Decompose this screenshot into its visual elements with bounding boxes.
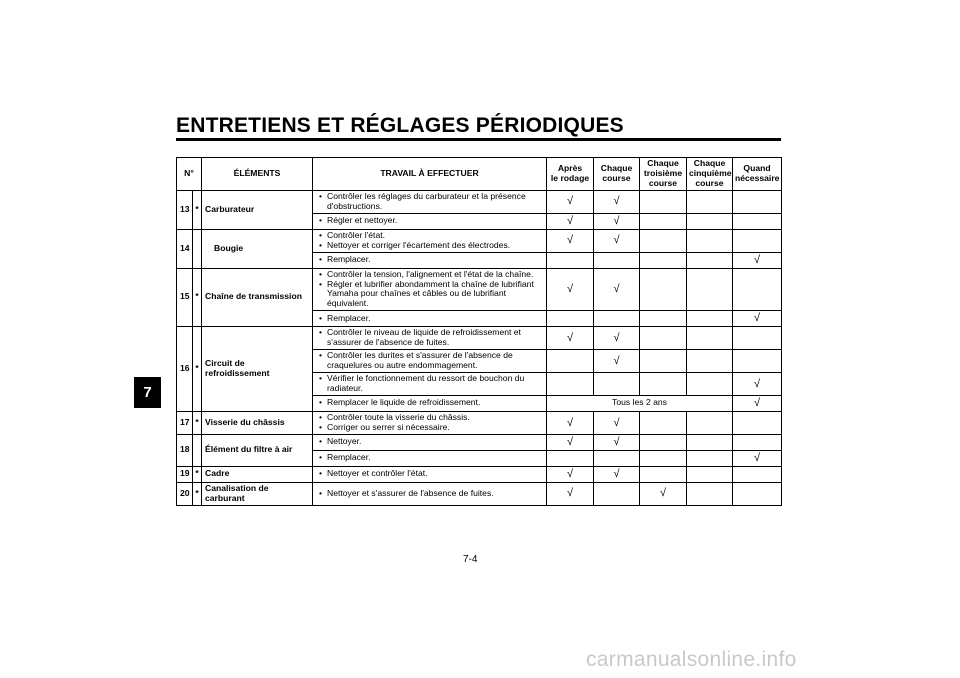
check-cell (640, 229, 687, 252)
check-cell (687, 373, 733, 396)
check-cell: √ (733, 395, 782, 411)
check-cell: √ (547, 466, 594, 482)
task-cell (313, 268, 547, 311)
check-cell (687, 190, 733, 213)
check-cell: √ (547, 482, 594, 505)
check-cell (547, 311, 594, 327)
check-cell: √ (594, 434, 640, 450)
title-rule (176, 138, 781, 141)
task-line: • Contrôler l'état. (319, 231, 544, 241)
row-element: Chaîne de transmission (202, 268, 313, 327)
task-line: • Nettoyer et contrôler l'état. (319, 469, 544, 479)
check-cell: √ (594, 411, 640, 434)
check-cell: √ (733, 311, 782, 327)
check-cell (733, 434, 782, 450)
header-every-third: Chaque troisième course (640, 158, 687, 191)
check-cell: √ (594, 229, 640, 252)
check-cell (733, 466, 782, 482)
check-cell: √ (733, 373, 782, 396)
task-cell (313, 373, 547, 396)
check-cell (547, 350, 594, 373)
page-title: ENTRETIENS ET RÉGLAGES PÉRIODIQUES (176, 114, 624, 137)
task-line: • Corriger ou serrer si nécessaire. (319, 423, 544, 433)
check-cell (687, 252, 733, 268)
task-cell (313, 466, 547, 482)
check-cell (594, 311, 640, 327)
check-cell (594, 373, 640, 396)
check-cell (594, 482, 640, 505)
row-star: * (193, 327, 202, 412)
check-cell: √ (547, 190, 594, 213)
row-element: Visserie du châssis (202, 411, 313, 434)
check-cell (687, 482, 733, 505)
header-every-ride: Chaque course (594, 158, 640, 191)
chapter-tab: 7 (134, 377, 161, 408)
row-number: 14 (177, 229, 193, 268)
check-cell (733, 350, 782, 373)
check-cell (547, 450, 594, 466)
check-cell (640, 268, 687, 311)
task-line: • Remplacer. (319, 453, 544, 463)
task-cell (313, 252, 547, 268)
row-star: * (193, 466, 202, 482)
table-row (177, 482, 782, 505)
check-cell: √ (640, 482, 687, 505)
check-cell (687, 434, 733, 450)
check-cell (733, 482, 782, 505)
task-line: • Contrôler la tension, l'alignement et l'état de la chaîne. (319, 270, 544, 280)
task-cell (313, 190, 547, 213)
row-number: 19 (177, 466, 193, 482)
row-number: 20 (177, 482, 193, 505)
check-cell: √ (547, 229, 594, 252)
check-cell (733, 229, 782, 252)
check-cell (733, 268, 782, 311)
check-cell: √ (547, 268, 594, 311)
task-line: • Remplacer. (319, 314, 544, 324)
check-cell (547, 373, 594, 396)
table-row (177, 411, 782, 434)
task-line: • Régler et nettoyer. (319, 216, 544, 226)
check-cell: √ (733, 450, 782, 466)
row-star (193, 434, 202, 466)
header-after-breakin: Après le rodage (547, 158, 594, 191)
check-cell: √ (547, 327, 594, 350)
table-row (177, 190, 782, 213)
row-star (193, 229, 202, 268)
header-every-fifth: Chaque cinquième course (687, 158, 733, 191)
task-cell (313, 434, 547, 450)
task-line: • Remplacer. (319, 255, 544, 265)
task-line: • Contrôler les réglages du carburateur et la présence d'obstructions. (319, 192, 544, 212)
check-cell (733, 213, 782, 229)
check-cell: √ (594, 350, 640, 373)
check-cell (640, 373, 687, 396)
task-cell (313, 213, 547, 229)
check-cell: √ (547, 213, 594, 229)
check-cell (640, 450, 687, 466)
check-cell (687, 350, 733, 373)
task-cell (313, 411, 547, 434)
task-line: • Contrôler le niveau de liquide de refroidissement et s'assurer de l'absence de fuites. (319, 328, 544, 348)
row-number: 13 (177, 190, 193, 229)
check-cell: √ (594, 268, 640, 311)
row-star: * (193, 482, 202, 505)
task-cell (313, 229, 547, 252)
task-line: • Contrôler toute la visserie du châssis. (319, 413, 544, 423)
check-cell (687, 213, 733, 229)
row-star: * (193, 268, 202, 327)
row-star: * (193, 411, 202, 434)
check-cell (640, 327, 687, 350)
check-cell: √ (594, 327, 640, 350)
table-row (177, 434, 782, 450)
table-header-row (177, 158, 782, 191)
check-cell (687, 327, 733, 350)
check-cell: √ (547, 411, 594, 434)
check-cell (687, 268, 733, 311)
row-star: * (193, 190, 202, 229)
check-cell: √ (594, 190, 640, 213)
check-cell (640, 190, 687, 213)
task-cell (313, 327, 547, 350)
check-cell (687, 466, 733, 482)
check-cell (640, 434, 687, 450)
header-as-needed: Quand nécessaire (733, 158, 782, 191)
check-cell (547, 252, 594, 268)
check-cell (733, 190, 782, 213)
header-num: N° (177, 158, 202, 191)
row-element: Carburateur (202, 190, 313, 229)
row-number: 15 (177, 268, 193, 327)
check-cell (640, 252, 687, 268)
task-cell (313, 482, 547, 505)
check-cell (640, 213, 687, 229)
table-row (177, 466, 782, 482)
check-cell (687, 450, 733, 466)
check-cell (733, 327, 782, 350)
maintenance-table (176, 157, 782, 506)
table-row (177, 327, 782, 350)
row-element: Élément du filtre à air (202, 434, 313, 466)
task-cell (313, 311, 547, 327)
check-cell (594, 450, 640, 466)
row-number: 16 (177, 327, 193, 412)
task-line: • Régler et lubrifier abondamment la chaîne de lubrifiant Yamaha pour chaînes et câbles ou de lubrifiant équivalent. (319, 280, 544, 310)
check-cell (687, 229, 733, 252)
check-cell (687, 311, 733, 327)
check-cell (640, 350, 687, 373)
check-cell: √ (594, 466, 640, 482)
header-elements: ÉLÉMENTS (202, 158, 313, 191)
task-cell (313, 395, 547, 411)
task-line: • Remplacer le liquide de refroidissement. (319, 398, 544, 408)
header-work: TRAVAIL À EFFECTUER (313, 158, 547, 191)
task-cell (313, 350, 547, 373)
check-cell (640, 466, 687, 482)
table-row (177, 268, 782, 311)
interval-cell: Tous les 2 ans (547, 395, 733, 411)
task-line: • Nettoyer et s'assurer de l'absence de fuites. (319, 489, 544, 499)
table-row (177, 229, 782, 252)
watermark: carmanualsonline.info (586, 648, 797, 671)
row-element: Bougie (202, 229, 313, 268)
check-cell: √ (733, 252, 782, 268)
check-cell (687, 411, 733, 434)
check-cell: √ (547, 434, 594, 450)
page-number: 7-4 (463, 554, 478, 565)
check-cell: √ (594, 213, 640, 229)
task-line: • Contrôler les durites et s'assurer de l'absence de craquelures ou autre endommagement. (319, 351, 544, 371)
row-element: Canalisation de carburant (202, 482, 313, 505)
check-cell (733, 411, 782, 434)
task-cell (313, 450, 547, 466)
row-number: 17 (177, 411, 193, 434)
row-element: Cadre (202, 466, 313, 482)
row-element: Circuit de refroidissement (202, 327, 313, 412)
row-number: 18 (177, 434, 193, 466)
task-line: • Nettoyer. (319, 437, 544, 447)
check-cell (594, 252, 640, 268)
task-line: • Nettoyer et corriger l'écartement des électrodes. (319, 241, 544, 251)
check-cell (640, 411, 687, 434)
check-cell (640, 311, 687, 327)
task-line: • Vérifier le fonctionnement du ressort de bouchon du radiateur. (319, 374, 544, 394)
